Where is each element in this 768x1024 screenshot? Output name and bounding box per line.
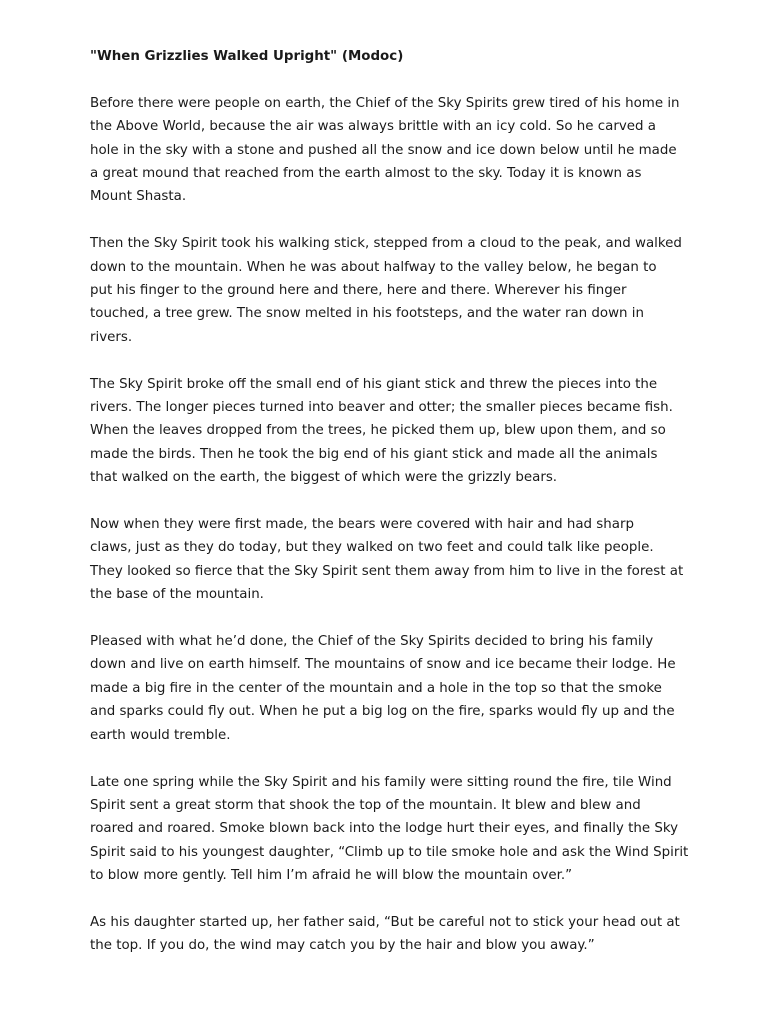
paragraph-3 xyxy=(90,373,682,490)
document-title: "When Grizzlies Walked Upright" (Modoc) xyxy=(90,49,404,64)
paragraph-line: They looked so fierce that the Sky Spirit sent them away from him to live in the forest at xyxy=(90,563,684,579)
paragraph-line: rivers. The longer pieces turned into beaver and otter; the smaller pieces became fish. xyxy=(90,400,673,416)
paragraph-line: the top. If you do, the wind may catch you by the hair and blow you away.” xyxy=(90,938,595,954)
paragraph-line: made a big fire in the center of the mountain and a hole in the top so that the smoke xyxy=(90,680,662,696)
paragraph-line: As his daughter started up, her father said, “But be careful not to stick your head out at xyxy=(90,914,680,930)
paragraph-line: put his finger to the ground here and there, here and there. Wherever his finger xyxy=(90,283,627,299)
paragraph-line: rivers. xyxy=(90,329,133,345)
paragraph-line: down and live on earth himself. The mountains of snow and ice became their lodge. He xyxy=(90,657,676,673)
paragraph-line: roared and roared. Smoke blown back into the lodge hurt their eyes, and finally the Sky xyxy=(90,821,679,837)
paragraph-7 xyxy=(90,911,682,958)
paragraph-line: touched, a tree grew. The snow melted in his footsteps, and the water ran down in xyxy=(90,306,644,322)
paragraph-line: to blow more gently. Tell him I’m afraid he will blow the mountain over.” xyxy=(90,868,573,884)
paragraph-line: Spirit said to his youngest daughter, “Climb up to tile smoke hole and ask the Wind Spirit xyxy=(90,844,689,860)
paragraph-line: claws, just as they do today, but they walked on two feet and could talk like people. xyxy=(90,540,654,556)
paragraph-line: When the leaves dropped from the trees, he picked them up, blew upon them, and so xyxy=(90,423,666,439)
paragraph-line: Late one spring while the Sky Spirit and his family were sitting round the fire, tile Wind xyxy=(90,774,672,790)
paragraph-line: Spirit sent a great storm that shook the top of the mountain. It blew and blew and xyxy=(90,797,641,813)
paragraph-1 xyxy=(90,92,682,209)
paragraph-line: Pleased with what he’d done, the Chief of the Sky Spirits decided to bring his family xyxy=(90,634,654,650)
paragraph-line: Mount Shasta. xyxy=(90,189,187,205)
paragraph-line: hole in the sky with a stone and pushed all the snow and ice down below until he made xyxy=(90,142,677,158)
paragraph-line: The Sky Spirit broke off the small end of his giant stick and threw the pieces into the xyxy=(90,376,658,392)
paragraph-line: made the birds. Then he took the big end of his giant stick and made all the animals xyxy=(90,446,658,462)
paragraph-line: earth would tremble. xyxy=(90,727,231,743)
paragraph-line: that walked on the earth, the biggest of which were the grizzly bears. xyxy=(90,470,558,486)
paragraph-line: Now when they were first made, the bears were covered with hair and had sharp xyxy=(90,517,634,533)
paragraph-2 xyxy=(90,232,682,349)
paragraph-5 xyxy=(90,630,682,747)
paragraph-line: down to the mountain. When he was about halfway to the valley below, he began to xyxy=(90,259,657,275)
paragraph-line: Then the Sky Spirit took his walking stick, stepped from a cloud to the peak, and walked xyxy=(90,236,682,252)
paragraph-line: the base of the mountain. xyxy=(90,587,264,603)
paragraph-4 xyxy=(90,513,682,607)
paragraph-line: a great mound that reached from the earth almost to the sky. Today it is known as xyxy=(90,166,642,182)
paragraph-line: the Above World, because the air was always brittle with an icy cold. So he carved a xyxy=(90,119,656,135)
paragraph-line: Before there were people on earth, the Chief of the Sky Spirits grew tired of his home in xyxy=(90,95,680,111)
document-page xyxy=(90,45,689,981)
paragraph-6 xyxy=(90,771,689,888)
paragraph-line: and sparks could fly out. When he put a big log on the fire, sparks would fly up and the xyxy=(90,704,675,720)
